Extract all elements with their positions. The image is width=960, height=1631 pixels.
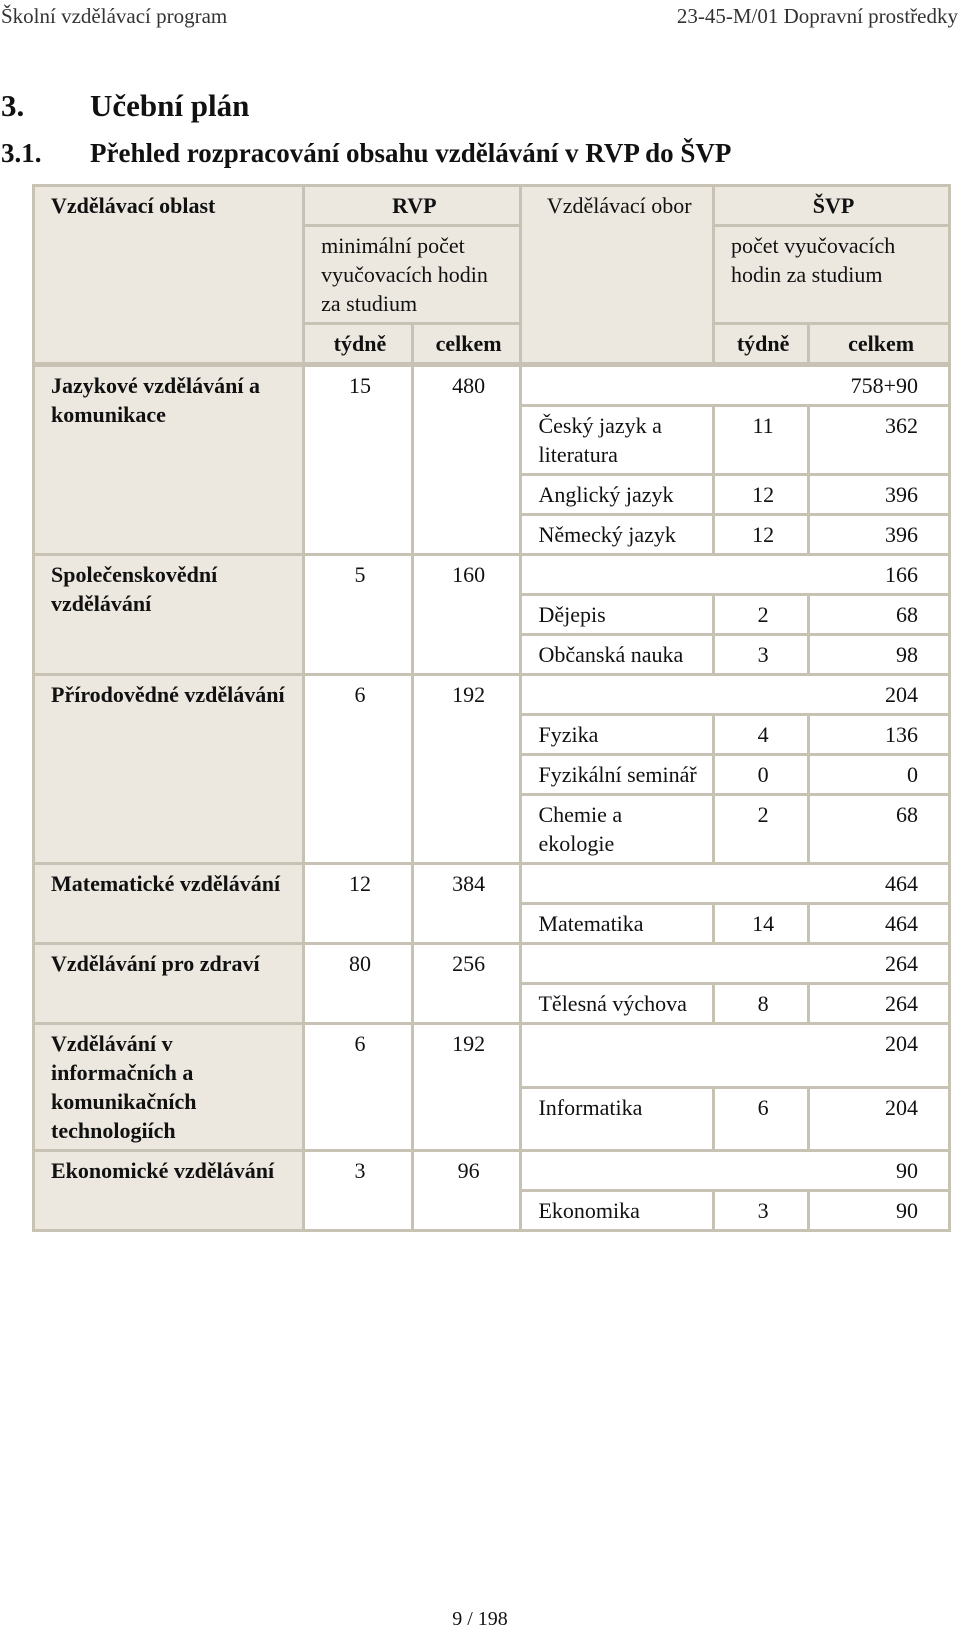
subject-total: 396 (809, 475, 950, 515)
area-label: Vzdělávání v informačních a komunikačních technologiích (34, 1024, 304, 1151)
svp-total: 464 (809, 864, 950, 904)
subject-total: 136 (809, 715, 950, 755)
subject-total: 90 (809, 1191, 950, 1231)
subject-weekly: 2 (713, 795, 808, 864)
subject-name: Tělesná výchova (521, 984, 714, 1024)
obor-spacer (521, 555, 809, 595)
rvp-weekly: 12 (304, 864, 413, 944)
subsection-number: 3.1. (1, 138, 42, 168)
subject-total: 0 (809, 755, 950, 795)
subject-name: Anglický jazyk (521, 475, 714, 515)
rvp-total: 160 (412, 555, 521, 675)
subject-total: 396 (809, 515, 950, 555)
svp-total: 166 (809, 555, 950, 595)
area-label: Přírodovědné vzdělávání (34, 675, 304, 864)
subject-weekly: 14 (713, 904, 808, 944)
section-number: 3. (1, 88, 25, 123)
rvp-total: 480 (412, 365, 521, 555)
subject-weekly: 8 (713, 984, 808, 1024)
subject-name: Informatika (521, 1087, 714, 1151)
subject-name: Matematika (521, 904, 714, 944)
rvp-weekly: 80 (304, 944, 413, 1024)
rvp-total: 256 (412, 944, 521, 1024)
subject-name: Chemie a ekologie (521, 795, 714, 864)
svp-total: 90 (809, 1151, 950, 1191)
subject-weekly: 3 (713, 635, 808, 675)
obor-spacer (521, 944, 809, 984)
subsection-title: Přehled rozpracování obsahu vzdělávání v RVP do ŠVP (90, 138, 732, 168)
page-number: 9 / 198 (452, 1608, 508, 1630)
header-rvp-weekly: týdně (304, 324, 413, 365)
area-label: Ekonomické vzdělávání (34, 1151, 304, 1231)
rvp-weekly: 6 (304, 1024, 413, 1151)
subject-total: 264 (809, 984, 950, 1024)
header-svp: ŠVP (713, 186, 949, 226)
obor-spacer (521, 1024, 809, 1088)
rvp-total: 192 (412, 675, 521, 864)
subject-name: Dějepis (521, 595, 714, 635)
rvp-weekly: 6 (304, 675, 413, 864)
header-obor: Vzdělávací obor (521, 186, 714, 365)
subject-total: 68 (809, 595, 950, 635)
subject-name: Český jazyk a literatura (521, 406, 714, 475)
area-label: Matematické vzdělávání (34, 864, 304, 944)
rvp-total: 96 (412, 1151, 521, 1231)
subject-weekly: 0 (713, 755, 808, 795)
header-svp-sub: počet vyučovacích hodin za studium (713, 226, 949, 324)
rvp-total: 384 (412, 864, 521, 944)
curriculum-table (32, 184, 951, 1232)
subject-total: 68 (809, 795, 950, 864)
header-area: Vzdělávací oblast (34, 186, 304, 365)
subject-weekly: 2 (713, 595, 808, 635)
obor-spacer (521, 1151, 809, 1191)
obor-spacer (521, 675, 809, 715)
subject-total: 98 (809, 635, 950, 675)
subsection-heading (1, 138, 731, 169)
subject-weekly: 3 (713, 1191, 808, 1231)
svp-total: 264 (809, 944, 950, 984)
header-svp-weekly: týdně (713, 324, 808, 365)
subject-name: Fyzikální seminář (521, 755, 714, 795)
rvp-weekly: 5 (304, 555, 413, 675)
subject-name: Fyzika (521, 715, 714, 755)
area-label: Jazykové vzdělávání a komunikace (34, 365, 304, 555)
subject-weekly: 12 (713, 475, 808, 515)
subject-weekly: 12 (713, 515, 808, 555)
header-svp-total: celkem (809, 324, 950, 365)
area-label: Společenskovědní vzdělávání (34, 555, 304, 675)
subject-name: Ekonomika (521, 1191, 714, 1231)
rvp-weekly: 3 (304, 1151, 413, 1231)
subject-weekly: 11 (713, 406, 808, 475)
subject-weekly: 6 (713, 1087, 808, 1151)
svp-total: 204 (809, 1024, 950, 1088)
subject-name: Německý jazyk (521, 515, 714, 555)
svp-total: 758+90 (809, 365, 950, 406)
area-label: Vzdělávání pro zdraví (34, 944, 304, 1024)
subject-total: 464 (809, 904, 950, 944)
obor-spacer (521, 365, 809, 406)
svp-total: 204 (809, 675, 950, 715)
subject-total: 362 (809, 406, 950, 475)
section-title: Učební plán (90, 88, 250, 123)
subject-total: 204 (809, 1087, 950, 1151)
section-heading (1, 88, 249, 124)
running-header-left: Školní vzdělávací program (1, 4, 228, 28)
running-header-right: 23-45-M/01 Dopravní prostředky (676, 4, 958, 28)
rvp-total: 192 (412, 1024, 521, 1151)
rvp-weekly: 15 (304, 365, 413, 555)
header-rvp-sub: minimální počet vyučovacích hodin za studium (304, 226, 521, 324)
obor-spacer (521, 864, 809, 904)
subject-name: Občanská nauka (521, 635, 714, 675)
header-rvp: RVP (304, 186, 521, 226)
header-rvp-total: celkem (412, 324, 521, 365)
subject-weekly: 4 (713, 715, 808, 755)
